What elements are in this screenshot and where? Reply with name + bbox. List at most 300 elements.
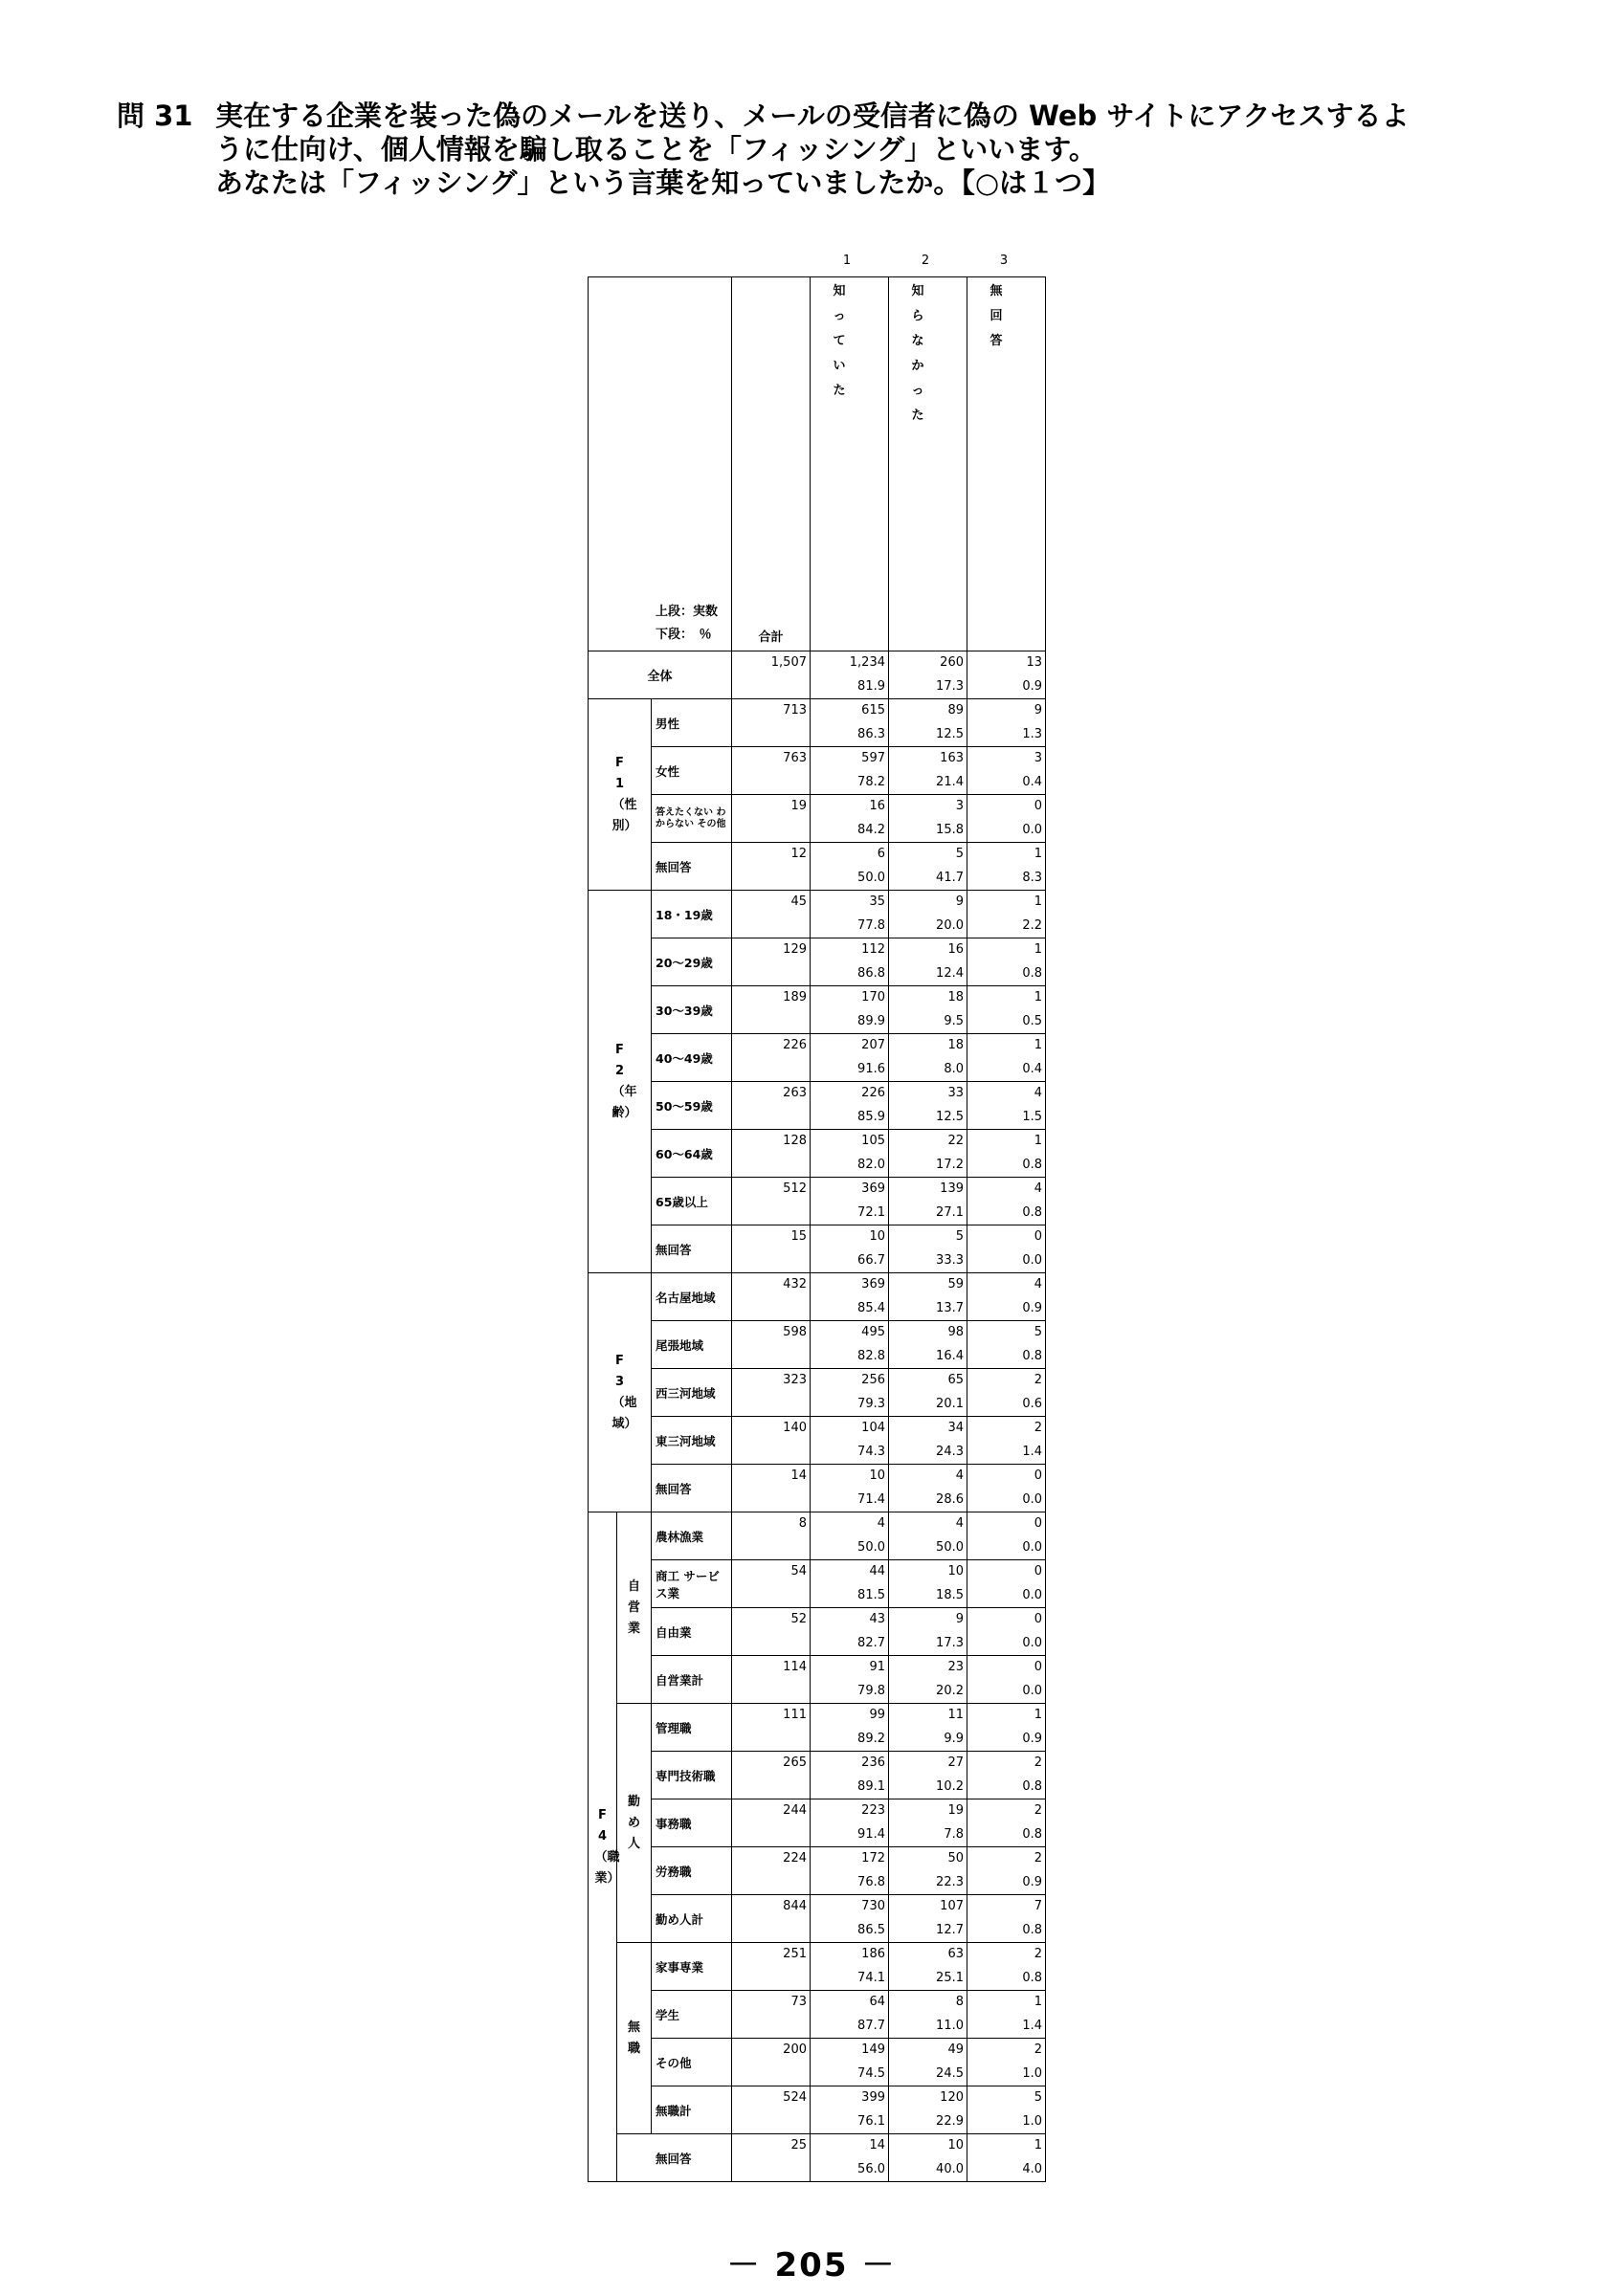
row-label: 学生 (652, 1991, 732, 2039)
cell-count: 104 (811, 1417, 889, 1441)
cell-percent: 0.4 (967, 771, 1046, 795)
cell-count: 64 (811, 1991, 889, 2015)
cell-count: 495 (811, 1321, 889, 1345)
row-label: 無職計 (652, 2086, 732, 2134)
table-row (589, 1082, 1046, 1106)
row-label: 自営業計 (652, 1656, 732, 1704)
table-row (589, 1130, 1046, 1154)
cell-count: 730 (811, 1895, 889, 1919)
cell-count: 1 (967, 1130, 1046, 1154)
cell-count: 59 (889, 1273, 967, 1297)
cell-count: 10 (811, 1225, 889, 1249)
cell-percent: 9.9 (889, 1728, 967, 1752)
table-row (589, 795, 1046, 819)
cell-percent: 8.0 (889, 1058, 967, 1082)
cell-percent: 11.0 (889, 2015, 967, 2039)
row-label: 65歳以上 (652, 1178, 732, 1225)
header-col-label-1: 知っていた (833, 284, 846, 398)
subgroup-label (617, 1512, 652, 1704)
row-label: 女性 (652, 747, 732, 795)
row-label: 管理職 (652, 1704, 732, 1752)
column-numbers (809, 254, 1048, 275)
cell-percent: 1.5 (967, 1106, 1046, 1130)
cell-total: 73 (732, 1991, 811, 2039)
cell-count: 1 (967, 1991, 1046, 2015)
cell-count: 5 (889, 843, 967, 867)
table-row (589, 938, 1046, 962)
cell-count: 18 (889, 1034, 967, 1058)
cell-percent: 0.4 (967, 1058, 1046, 1082)
table-row (589, 986, 1046, 1010)
cell-total: 128 (732, 1130, 811, 1178)
cell-percent: 0.0 (967, 1249, 1046, 1273)
cell-count: 1 (967, 1704, 1046, 1728)
cell-percent: 87.7 (811, 2015, 889, 2039)
cell-count: 4 (967, 1178, 1046, 1202)
cell-percent: 28.6 (889, 1489, 967, 1512)
table-row (589, 843, 1046, 867)
cell-count: 4 (967, 1082, 1046, 1106)
cell-count: 207 (811, 1034, 889, 1058)
cell-total: 598 (732, 1321, 811, 1369)
cell-percent: 0.8 (967, 1776, 1046, 1799)
cell-count: 1 (967, 986, 1046, 1010)
cell-percent: 82.7 (811, 1632, 889, 1656)
cell-count: 11 (889, 1704, 967, 1728)
cell-percent: 82.8 (811, 1345, 889, 1369)
table-row (589, 1608, 1046, 1632)
cell-total: 114 (732, 1656, 811, 1704)
cell-count: 4 (811, 1512, 889, 1536)
cell-percent: 17.3 (889, 1632, 967, 1656)
cell-count: 50 (889, 1847, 967, 1871)
cell-count: 1 (967, 1034, 1046, 1058)
column-number-3: 3 (999, 254, 1009, 268)
cell-count: 369 (811, 1273, 889, 1297)
cell-count: 0 (967, 1656, 1046, 1680)
row-label: 東三河地域 (652, 1417, 732, 1465)
cell-percent: 1.4 (967, 1441, 1046, 1465)
cell-percent: 50.0 (811, 1536, 889, 1560)
cell-percent: 13.7 (889, 1297, 967, 1321)
table-row (589, 1273, 1046, 1297)
cell-count: 2 (967, 1417, 1046, 1441)
row-label-overall: 全体 (589, 651, 732, 699)
group-label-f4-text: F4（職業） (594, 1807, 620, 1886)
cell-count: 186 (811, 1943, 889, 1967)
table-row (589, 747, 1046, 771)
cell-percent: 77.8 (811, 915, 889, 938)
cell-percent: 15.8 (889, 819, 967, 843)
table-row (589, 2039, 1046, 2063)
cell-percent: 27.1 (889, 1202, 967, 1225)
cell-percent: 0.8 (967, 1919, 1046, 1943)
cell-percent: 78.2 (811, 771, 889, 795)
cell-count: 0 (967, 1512, 1046, 1536)
cell-count: 597 (811, 747, 889, 771)
cell-percent: 79.8 (811, 1680, 889, 1704)
cell-percent: 24.3 (889, 1441, 967, 1465)
cell-percent: 40.0 (889, 2158, 967, 2182)
row-label: 男性 (652, 699, 732, 747)
row-label: 農林漁業 (652, 1512, 732, 1560)
cell-percent: 22.9 (889, 2110, 967, 2134)
table-row (589, 1752, 1046, 1776)
column-number-1: 1 (842, 254, 852, 268)
cell-count: 9 (889, 1608, 967, 1632)
cell-percent: 0.6 (967, 1393, 1046, 1417)
cell-percent: 12.5 (889, 1106, 967, 1130)
row-label: 名古屋地域 (652, 1273, 732, 1321)
table-row (589, 1656, 1046, 1680)
cell-percent: 71.4 (811, 1489, 889, 1512)
cell-percent: 0.0 (967, 1489, 1046, 1512)
cell-count: 16 (811, 795, 889, 819)
table-row (589, 1417, 1046, 1441)
cell-total: 263 (732, 1082, 811, 1130)
cell-total: 763 (732, 747, 811, 795)
table-row (589, 651, 1046, 675)
crosstab-table (588, 276, 1046, 2182)
cell-percent: 85.9 (811, 1106, 889, 1130)
cell-count: 18 (889, 986, 967, 1010)
cell-count: 5 (889, 1225, 967, 1249)
cell-percent: 0.0 (967, 1680, 1046, 1704)
cell-percent: 10.2 (889, 1776, 967, 1799)
cell-count: 223 (811, 1799, 889, 1823)
cell-percent: 17.2 (889, 1154, 967, 1178)
cell-percent: 0.9 (967, 1871, 1046, 1895)
cell-percent: 33.3 (889, 1249, 967, 1273)
cell-total: 8 (732, 1512, 811, 1560)
cell-total: 323 (732, 1369, 811, 1417)
cell-count: 19 (889, 1799, 967, 1823)
cell-total: 524 (732, 2086, 811, 2134)
cell-count: 34 (889, 1417, 967, 1441)
cell-percent: 0.8 (967, 1823, 1046, 1847)
header-col-3 (967, 277, 1046, 651)
group-label-f2 (589, 891, 652, 1273)
cell-percent: 76.8 (811, 1871, 889, 1895)
cell-total: 140 (732, 1417, 811, 1465)
cell-percent: 0.0 (967, 1536, 1046, 1560)
cell-percent: 86.5 (811, 1919, 889, 1943)
cell-percent: 1.3 (967, 723, 1046, 747)
cell-count: 9 (889, 891, 967, 915)
cell-percent: 0.8 (967, 1154, 1046, 1178)
cell-total: 129 (732, 938, 811, 986)
cell-count: 6 (811, 843, 889, 867)
cell-total: 844 (732, 1895, 811, 1943)
group-label-f2-text: F2（年齢） (611, 1042, 637, 1120)
table-row (589, 1799, 1046, 1823)
cell-percent: 86.8 (811, 962, 889, 986)
subgroup-label-text: 勤め人 (627, 1794, 640, 1851)
question-line-1: 実在する企業を装った偽のメールを送り、メールの受信者に偽の Web サイトにアクセスするよ (215, 99, 1410, 132)
group-label-f1-text: F1（性別） (611, 755, 637, 833)
cell-count: 99 (811, 1704, 889, 1728)
cell-count: 0 (967, 1465, 1046, 1489)
cell-count: 89 (889, 699, 967, 723)
legend-lower: 下段： ％ (656, 628, 712, 642)
subgroup-label-text: 無職 (627, 2020, 640, 2056)
cell-count: 2 (967, 1943, 1046, 1967)
cell-percent: 74.3 (811, 1441, 889, 1465)
table-row (589, 699, 1046, 723)
row-label: 商工 サービス業 (652, 1560, 732, 1608)
cell-count: 260 (889, 651, 967, 675)
cell-count: 2 (967, 1847, 1046, 1871)
row-label: 家事専業 (652, 1943, 732, 1991)
cell-total: 14 (732, 1465, 811, 1512)
question-line-3: あなたは「フィッシング」という言葉を知っていましたか。【○は１つ】 (215, 166, 1111, 199)
cell-percent: 89.9 (811, 1010, 889, 1034)
cell-percent: 25.1 (889, 1967, 967, 1991)
cell-total: 251 (732, 1943, 811, 1991)
cell-percent: 7.8 (889, 1823, 967, 1847)
row-label: 事務職 (652, 1799, 732, 1847)
cell-percent: 56.0 (811, 2158, 889, 2182)
question-text (117, 99, 1533, 200)
cell-count: 4 (889, 1512, 967, 1536)
cell-total: 25 (732, 2134, 811, 2182)
row-label: 50～59歳 (652, 1082, 732, 1130)
cell-percent: 79.3 (811, 1393, 889, 1417)
cell-count: 139 (889, 1178, 967, 1202)
cell-percent: 20.1 (889, 1393, 967, 1417)
cell-percent: 84.2 (811, 819, 889, 843)
cell-count: 3 (967, 747, 1046, 771)
cell-count: 2 (967, 1752, 1046, 1776)
cell-percent: 89.1 (811, 1776, 889, 1799)
cell-total: 512 (732, 1178, 811, 1225)
cell-total: 224 (732, 1847, 811, 1895)
cell-percent: 4.0 (967, 2158, 1046, 2182)
group-label-f3 (589, 1273, 652, 1512)
cell-percent: 0.8 (967, 1345, 1046, 1369)
cell-count: 8 (889, 1991, 967, 2015)
table-row (589, 1560, 1046, 1584)
cell-percent: 74.1 (811, 1967, 889, 1991)
cell-count: 105 (811, 1130, 889, 1154)
cell-count: 0 (967, 795, 1046, 819)
cell-count: 0 (967, 1608, 1046, 1632)
header-col-2 (889, 277, 967, 651)
header-total: 合計 (732, 277, 811, 651)
cell-percent: 1.0 (967, 2063, 1046, 2086)
table-row (589, 2134, 1046, 2158)
cell-count: 3 (889, 795, 967, 819)
cell-total: 713 (732, 699, 811, 747)
table-row (589, 891, 1046, 915)
cell-percent: 89.2 (811, 1728, 889, 1752)
cell-count: 91 (811, 1656, 889, 1680)
header-col-label-3: 無回答 (989, 284, 1003, 348)
header-col-label-2: 知らなかった (911, 284, 924, 423)
cell-count: 16 (889, 938, 967, 962)
question-line-2: うに仕向け、個人情報を騙し取ることを「フィッシング」といいます。 (215, 133, 1097, 166)
cell-percent: 0.0 (967, 1584, 1046, 1608)
cell-count: 10 (811, 1465, 889, 1489)
cell-total: 226 (732, 1034, 811, 1082)
subgroup-label (617, 1704, 652, 1943)
cell-percent: 0.9 (967, 675, 1046, 699)
table-row (589, 1704, 1046, 1728)
table-row (589, 1369, 1046, 1393)
cell-count: 65 (889, 1369, 967, 1393)
cell-total: 12 (732, 843, 811, 891)
table-row (589, 2086, 1046, 2110)
table-row (589, 1943, 1046, 1967)
cell-percent: 0.9 (967, 1297, 1046, 1321)
cell-count: 5 (967, 1321, 1046, 1345)
cell-percent: 66.7 (811, 1249, 889, 1273)
row-label: その他 (652, 2039, 732, 2086)
cell-total: 244 (732, 1799, 811, 1847)
row-label: 20～29歳 (652, 938, 732, 986)
cell-count: 5 (967, 2086, 1046, 2110)
cell-count: 170 (811, 986, 889, 1010)
cell-count: 1 (967, 938, 1046, 962)
row-label-occupation-no-answer: 無回答 (617, 2134, 732, 2182)
subgroup-label (617, 1943, 652, 2134)
cell-percent: 18.5 (889, 1584, 967, 1608)
legend-upper: 上段：実数 (656, 605, 719, 619)
row-label: 労務職 (652, 1847, 732, 1895)
cell-percent: 22.3 (889, 1871, 967, 1895)
cell-percent: 21.4 (889, 771, 967, 795)
table-row (589, 1512, 1046, 1536)
cell-percent: 12.5 (889, 723, 967, 747)
cell-count: 0 (967, 1560, 1046, 1584)
cell-percent: 17.3 (889, 675, 967, 699)
column-number-2: 2 (921, 254, 930, 268)
cell-count: 10 (889, 2134, 967, 2158)
cell-total: 52 (732, 1608, 811, 1656)
cell-count: 236 (811, 1752, 889, 1776)
group-label-f3-text: F3（地域） (611, 1353, 637, 1431)
cell-count: 10 (889, 1560, 967, 1584)
group-label-f1 (589, 699, 652, 891)
cell-count: 13 (967, 651, 1046, 675)
cell-count: 256 (811, 1369, 889, 1393)
cell-count: 1 (967, 2134, 1046, 2158)
row-label: 40～49歳 (652, 1034, 732, 1082)
cell-count: 163 (889, 747, 967, 771)
row-label: 勤め人計 (652, 1895, 732, 1943)
question-number: 問 31 (117, 99, 193, 132)
cell-percent: 72.1 (811, 1202, 889, 1225)
cell-count: 9 (967, 699, 1046, 723)
cell-percent: 2.2 (967, 915, 1046, 938)
cell-percent: 50.0 (889, 1536, 967, 1560)
cell-percent: 24.5 (889, 2063, 967, 2086)
cell-count: 112 (811, 938, 889, 962)
cell-percent: 0.8 (967, 962, 1046, 986)
row-label: 専門技術職 (652, 1752, 732, 1799)
row-label: 尾張地域 (652, 1321, 732, 1369)
cell-percent: 0.8 (967, 1967, 1046, 1991)
cell-percent: 74.5 (811, 2063, 889, 2086)
row-label: 答えたくない わからない その他 (652, 795, 732, 843)
row-label: 無回答 (652, 1465, 732, 1512)
cell-percent: 0.0 (967, 1632, 1046, 1656)
row-label: 自由業 (652, 1608, 732, 1656)
cell-percent: 9.5 (889, 1010, 967, 1034)
cell-percent: 50.0 (811, 867, 889, 891)
cell-percent: 0.9 (967, 1728, 1046, 1752)
cell-percent: 20.0 (889, 915, 967, 938)
table-row (589, 1847, 1046, 1871)
cell-count: 615 (811, 699, 889, 723)
cell-count: 43 (811, 1608, 889, 1632)
row-label: 無回答 (652, 843, 732, 891)
header-legend-cell (589, 277, 732, 651)
cell-percent: 82.0 (811, 1154, 889, 1178)
group-label-f4 (589, 1512, 620, 2182)
cell-percent: 8.3 (967, 867, 1046, 891)
cell-count: 4 (889, 1465, 967, 1489)
cell-percent: 1.0 (967, 2110, 1046, 2134)
cell-percent: 85.4 (811, 1297, 889, 1321)
cell-count: 14 (811, 2134, 889, 2158)
cell-total: 200 (732, 2039, 811, 2086)
cell-count: 369 (811, 1178, 889, 1202)
cell-count: 22 (889, 1130, 967, 1154)
cell-percent: 81.5 (811, 1584, 889, 1608)
cell-count: 1 (967, 843, 1046, 867)
cell-percent: 12.7 (889, 1919, 967, 1943)
cell-count: 2 (967, 2039, 1046, 2063)
cell-count: 49 (889, 2039, 967, 2063)
cell-count: 172 (811, 1847, 889, 1871)
cell-percent: 91.4 (811, 1823, 889, 1847)
cell-percent: 16.4 (889, 1345, 967, 1369)
cell-count: 2 (967, 1369, 1046, 1393)
row-label: 西三河地域 (652, 1369, 732, 1417)
row-label: 18・19歳 (652, 891, 732, 938)
table-row (589, 1178, 1046, 1202)
cell-count: 1 (967, 891, 1046, 915)
cell-percent: 20.2 (889, 1680, 967, 1704)
cell-count: 44 (811, 1560, 889, 1584)
cell-count: 226 (811, 1082, 889, 1106)
header-col-1 (811, 277, 889, 651)
cell-percent: 12.4 (889, 962, 967, 986)
cell-count: 98 (889, 1321, 967, 1345)
cell-count: 107 (889, 1895, 967, 1919)
subgroup-label-text: 自営業 (627, 1578, 640, 1636)
page-number: － 205 － (726, 2246, 897, 2285)
cell-percent: 1.4 (967, 2015, 1046, 2039)
cell-percent: 86.3 (811, 723, 889, 747)
cell-total: 45 (732, 891, 811, 938)
cell-percent: 81.9 (811, 675, 889, 699)
cell-total: 19 (732, 795, 811, 843)
cell-percent: 41.7 (889, 867, 967, 891)
table-row (589, 1895, 1046, 1919)
table-row (589, 1465, 1046, 1489)
cell-count: 35 (811, 891, 889, 915)
cell-percent: 0.5 (967, 1010, 1046, 1034)
cell-count: 120 (889, 2086, 967, 2110)
cell-count: 27 (889, 1752, 967, 1776)
table-row (589, 1034, 1046, 1058)
cell-percent: 0.8 (967, 1202, 1046, 1225)
cell-count: 63 (889, 1943, 967, 1967)
cell-count: 4 (967, 1273, 1046, 1297)
cell-count: 0 (967, 1225, 1046, 1249)
